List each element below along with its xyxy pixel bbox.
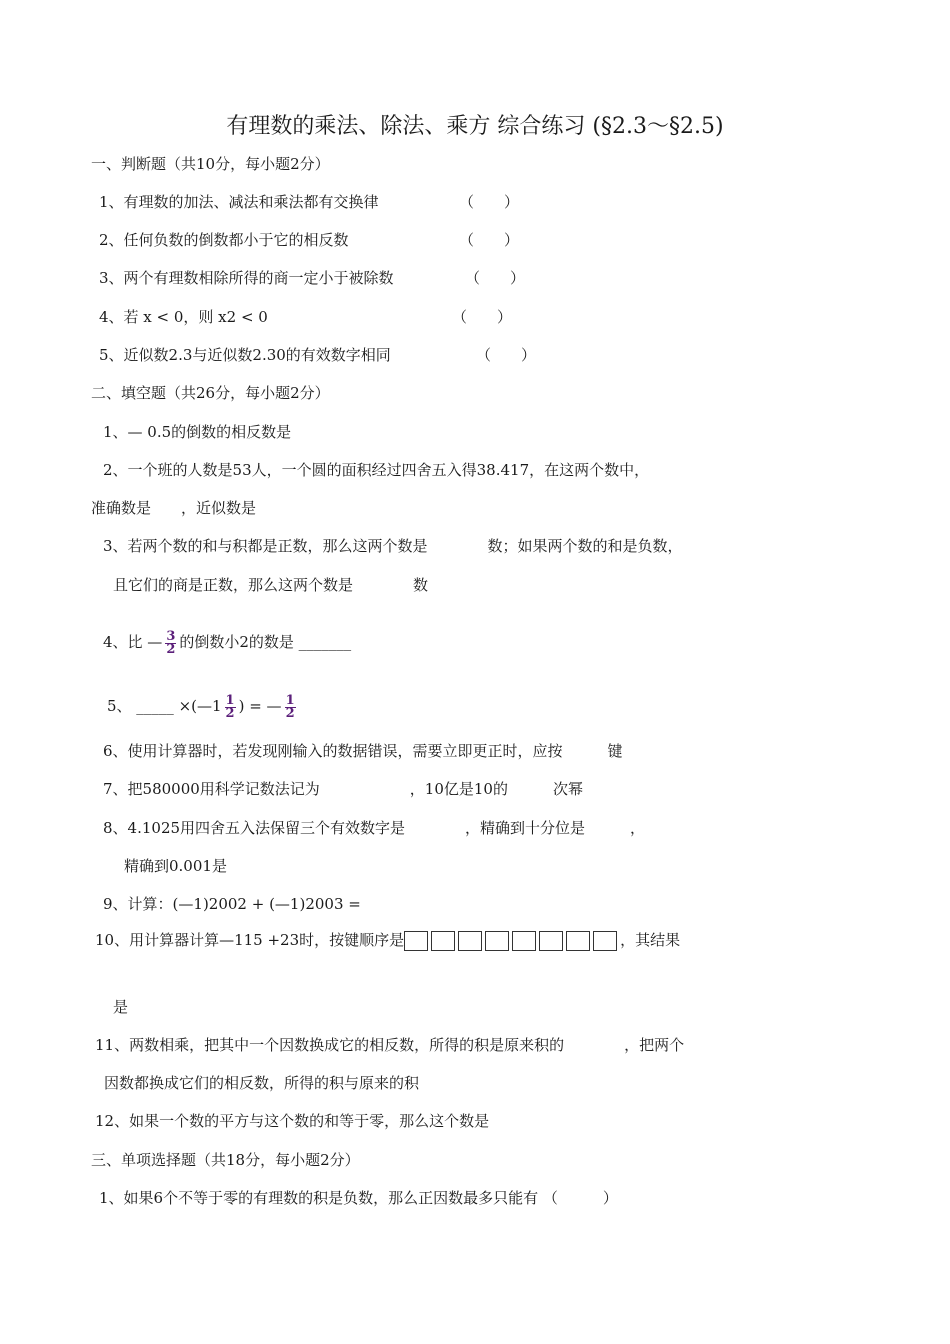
fraction-denominator: 2 <box>225 705 235 721</box>
s2-question-10-line-2: 是 <box>113 998 129 1016</box>
s2-question-8-line-1: 8、4.1025用四舍五入法保留三个有效数字是 ，精确到十分位是 ， <box>103 819 646 837</box>
section-1-header: 一、判断题（共10分，每小题2分） <box>91 155 330 173</box>
s2-question-4 <box>103 622 351 662</box>
key-box[interactable] <box>485 931 509 951</box>
fraction-numerator: 1 <box>225 692 235 708</box>
s2-question-3-line-1: 3、若两个数的和与积都是正数，那么这两个数是 数；如果两个数的和是负数， <box>103 537 683 555</box>
s2-question-7: 7、把580000用科学记数法记为 ，10亿是10的 次幂 <box>103 780 583 798</box>
s1-question-3: 3、两个有理数相除所得的商一定小于被除数 <box>99 269 394 287</box>
s1-question-4: 4、若 x < 0，则 x2 < 0 <box>99 308 268 326</box>
s2-question-8-line-2: 精确到0.001是 <box>124 857 227 875</box>
s2-q4-suffix: 的倒数小2的数是 _______ <box>179 633 352 651</box>
key-box[interactable] <box>431 931 455 951</box>
fraction-one-half <box>225 692 236 721</box>
section-3-header: 三、单项选择题（共18分，每小题2分） <box>91 1151 360 1169</box>
key-box[interactable] <box>566 931 590 951</box>
s2-question-12: 12、如果一个数的平方与这个数的和等于零，那么这个数是 <box>95 1112 490 1130</box>
s2-question-1: 1、— 0.5的倒数的相反数是 <box>103 423 292 441</box>
fraction-one-half-result <box>285 692 296 721</box>
fraction-numerator: 1 <box>285 692 295 708</box>
page-title: 有理数的乘法、除法、乘方 综合练习 (§2.3～§2.5) <box>226 114 724 139</box>
section-2-header: 二、填空题（共26分，每小题2分） <box>91 384 330 402</box>
s2-question-10 <box>95 929 680 951</box>
fraction-numerator: 3 <box>166 628 176 644</box>
s1-q5-answer-bracket[interactable]: （ ） <box>476 346 537 364</box>
key-box[interactable] <box>539 931 563 951</box>
s2-q4-prefix: 4、比 — <box>103 633 163 651</box>
s2-q5-prefix: 5、 _____ ×(—1 <box>107 697 222 715</box>
s2-question-5 <box>107 686 299 726</box>
key-box[interactable] <box>458 931 482 951</box>
s3-question-1: 1、如果6个不等于零的有理数的积是负数，那么正因数最多只能有 （ ） <box>99 1189 618 1207</box>
s2-question-9: 9、计算：(—1)2002 + (—1)2003 = <box>103 895 361 913</box>
s1-q2-answer-bracket[interactable]: （ ） <box>459 231 520 249</box>
s1-q1-answer-bracket[interactable]: （ ） <box>459 193 520 211</box>
key-box[interactable] <box>512 931 536 951</box>
s2-question-2-line-1: 2、一个班的人数是53人，一个圆的面积经过四舍五入得38.417，在这两个数中， <box>103 461 650 479</box>
s1-question-5: 5、近似数2.3与近似数2.30的有效数字相同 <box>99 346 391 364</box>
s2-question-2-line-2: 准确数是 ，近似数是 <box>91 499 257 517</box>
fraction-denominator: 2 <box>166 641 176 657</box>
s2-question-3-line-2: 且它们的商是正数，那么这两个数是 数 <box>113 576 429 594</box>
fraction-three-halves <box>165 628 176 657</box>
fraction-denominator: 2 <box>285 705 295 721</box>
s1-question-1: 1、有理数的加法、减法和乘法都有交换律 <box>99 193 379 211</box>
s2-q10-suffix: ，其结果 <box>620 931 681 949</box>
s2-question-11-line-1: 11、两数相乘，把其中一个因数换成它的相反数，所得的积是原来积的 ，把两个 <box>95 1036 685 1054</box>
s1-q3-answer-bracket[interactable]: （ ） <box>465 269 526 287</box>
key-box[interactable] <box>593 931 617 951</box>
key-box[interactable] <box>404 931 428 951</box>
s2-q10-prefix: 10、用计算器计算—115 +23时，按键顺序是 <box>95 931 405 949</box>
s2-question-6: 6、使用计算器时，若发现刚输入的数据错误，需要立即更正时，应按 键 <box>103 742 623 760</box>
s1-q4-answer-bracket[interactable]: （ ） <box>452 308 513 326</box>
s2-q5-middle: ) = — <box>238 697 282 715</box>
s1-question-2: 2、任何负数的倒数都小于它的相反数 <box>99 231 349 249</box>
s2-question-11-line-2: 因数都换成它们的相反数，所得的积与原来的积 <box>104 1074 420 1092</box>
key-sequence-boxes <box>404 931 620 949</box>
